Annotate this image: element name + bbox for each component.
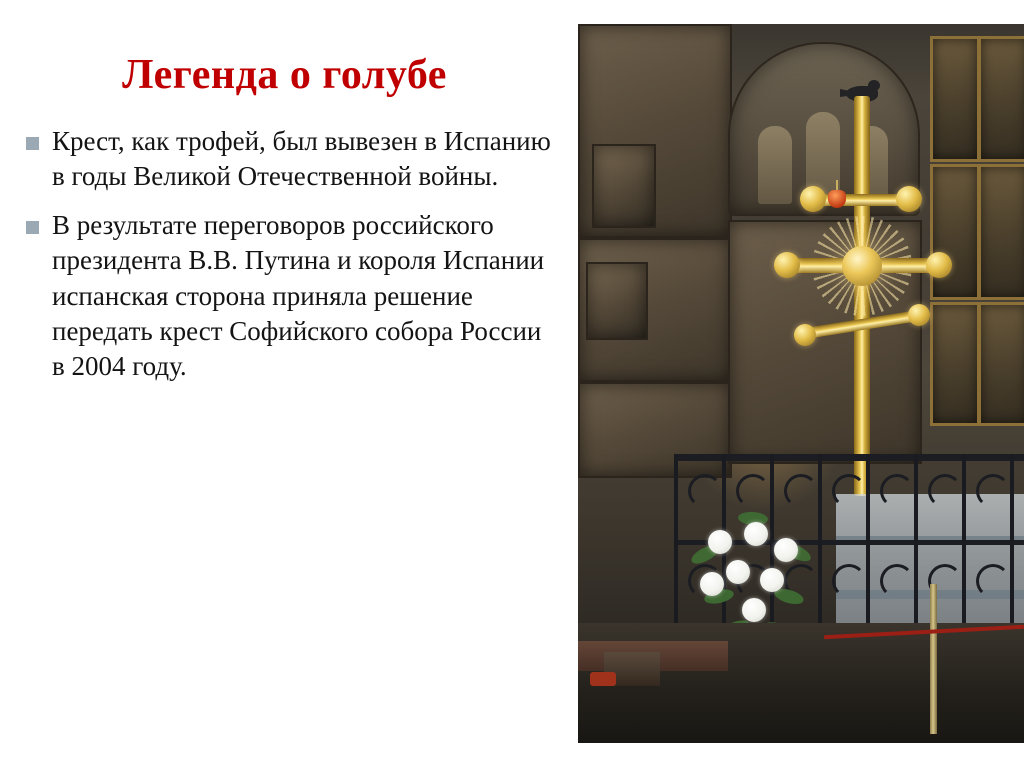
icon-frame — [978, 164, 1024, 300]
hanging-lamp-icon — [828, 180, 846, 208]
cross-center-boss — [842, 246, 882, 286]
railing-scroll — [976, 564, 1010, 598]
list-item — [18, 208, 551, 383]
list-item-text: Крест, как трофей, был вывезен в Испанию в годы Великой Отечественной войны. — [52, 126, 551, 192]
fresco-panel — [592, 144, 656, 228]
list-item-text: В результате переговоров российского президента В.В. Путина и короля Испании испанская сторона приняла решение передать крест Софийского собора России в 2004 году. — [52, 210, 545, 381]
rose — [726, 560, 750, 584]
photo-background — [578, 24, 1024, 743]
railing-scroll — [832, 474, 866, 508]
cross-ornament-ball — [908, 304, 930, 326]
railing-scroll — [976, 474, 1010, 508]
rose — [744, 522, 768, 546]
page-title: Легенда о голубе — [122, 52, 447, 98]
rose — [760, 568, 784, 592]
cross-ornament-ball — [774, 252, 800, 278]
rose — [708, 530, 732, 554]
cross-ornament-ball — [896, 186, 922, 212]
slide-photo — [578, 24, 1024, 743]
railing-scroll — [928, 474, 962, 508]
icon-frame — [978, 36, 1024, 162]
railing-scroll — [832, 564, 866, 598]
bullet-marker-icon — [26, 137, 39, 150]
railing-scroll — [880, 474, 914, 508]
red-object — [590, 672, 616, 686]
list-item — [18, 124, 551, 194]
bullet-list — [18, 124, 551, 384]
bullet-marker-icon — [26, 221, 39, 234]
cross-ornament-ball — [926, 252, 952, 278]
fresco-panel — [586, 262, 648, 340]
rose — [700, 572, 724, 596]
cross-ornament-ball — [794, 324, 816, 346]
cross-ornament-ball — [800, 186, 826, 212]
rose — [742, 598, 766, 622]
railing-scroll — [880, 564, 914, 598]
dove-head — [868, 80, 880, 91]
barrier-post — [930, 584, 937, 734]
icon-frame — [978, 302, 1024, 426]
lamp-cup — [828, 190, 846, 208]
rose — [774, 538, 798, 562]
railing-top-rail — [674, 454, 1024, 461]
golden-cross — [766, 76, 956, 496]
